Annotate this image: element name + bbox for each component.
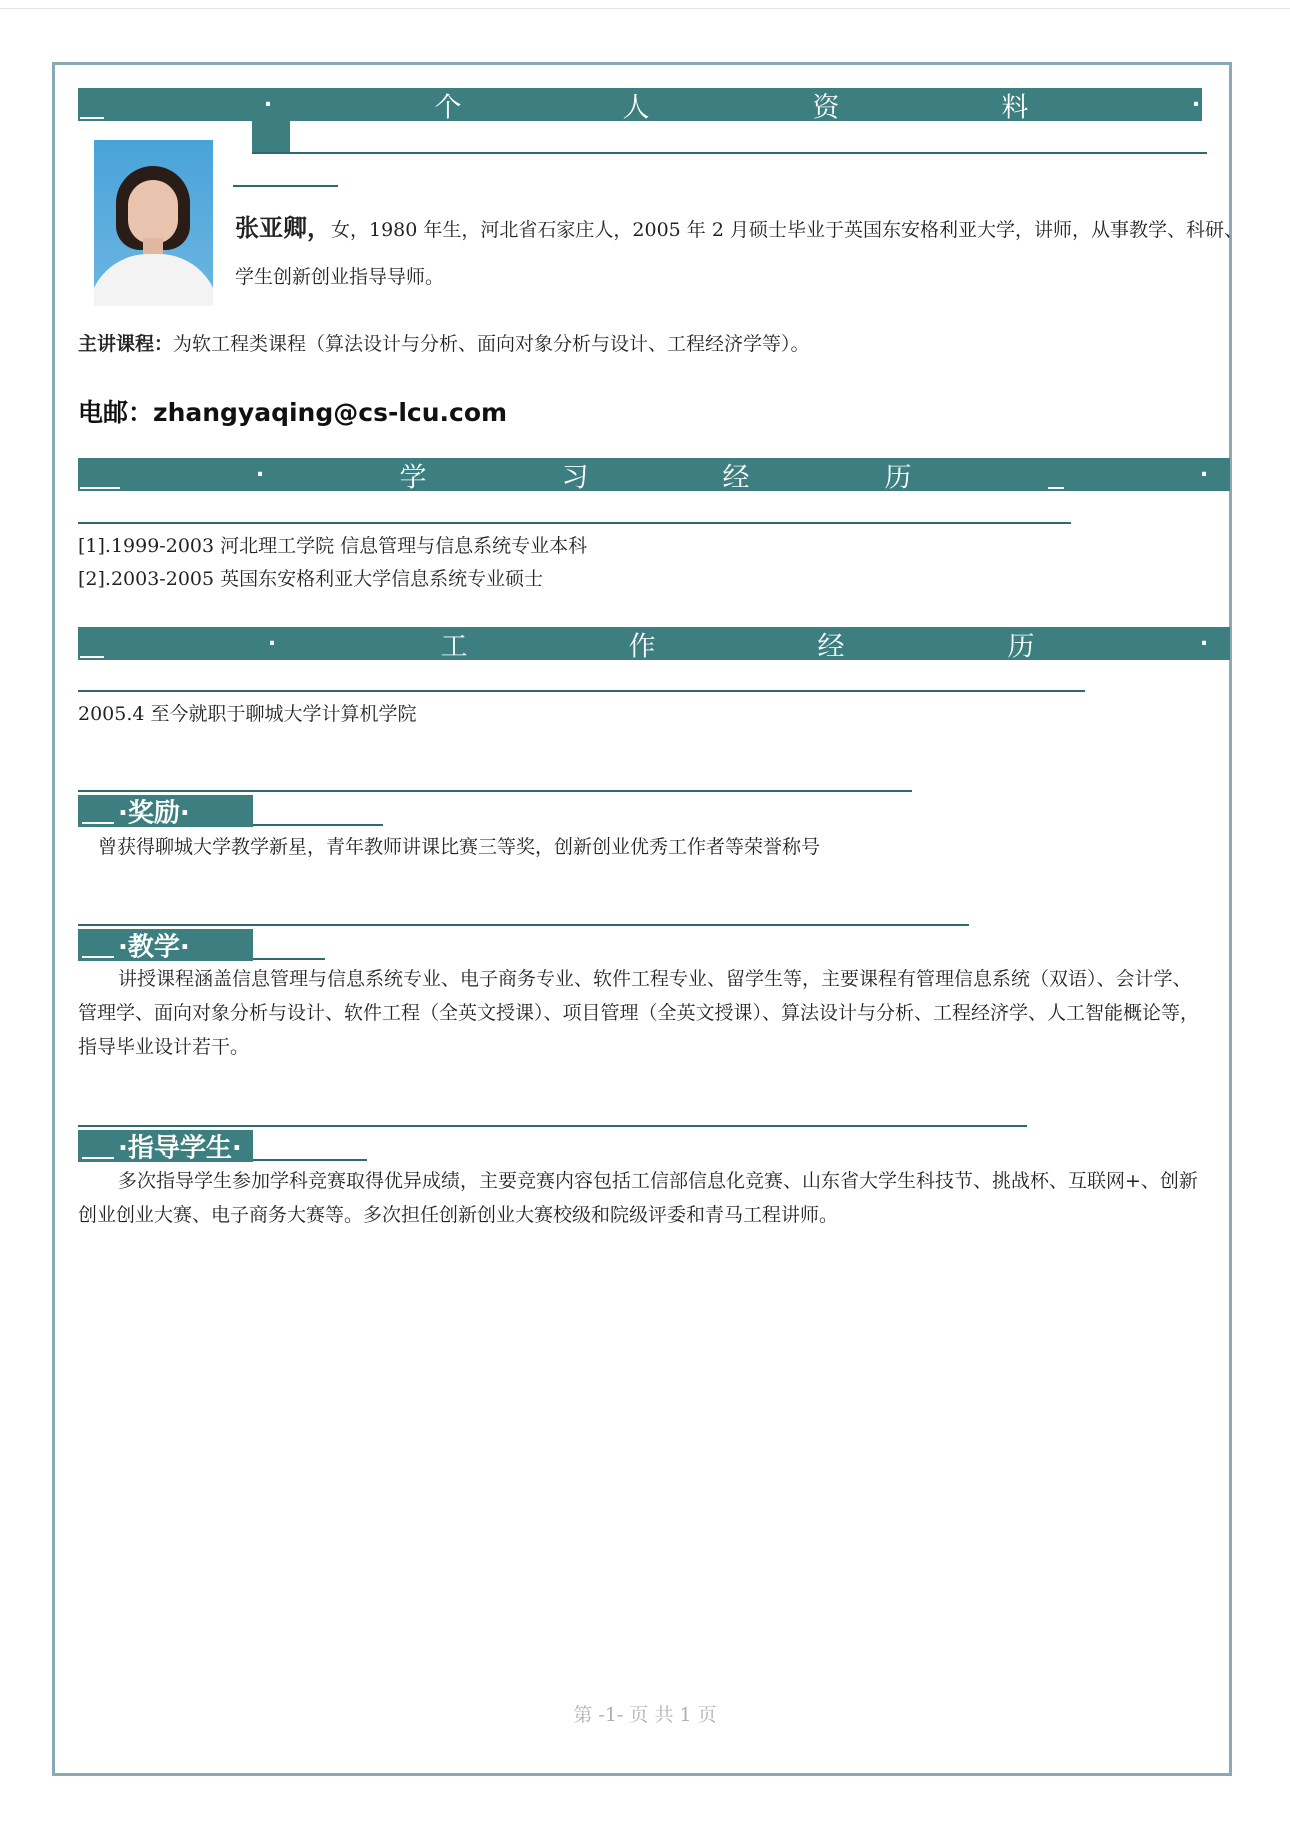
header-accent-block [252, 121, 290, 154]
header-char: 经 [817, 631, 845, 662]
work-item: 2005.4 至今就职于聊城大学计算机学院 [78, 703, 417, 725]
teaching-paragraph [78, 962, 1213, 1064]
header-char: 工 [440, 631, 468, 662]
email-address[interactable]: zhangyaqing@cs-lcu.com [153, 398, 508, 427]
header-underscore [80, 117, 104, 119]
header-char: 经 [722, 462, 750, 493]
teaching-line: 管理学、面向对象分析与设计、软件工程（全英文授课）、项目管理（全英文授课）、算法设计与分析、工程经济学、人工智能概论等， [78, 1002, 1200, 1024]
education-item: [2].2003-2005 英国东安格利亚大学信息系统专业硕士 [78, 568, 544, 590]
section-title: ·奖励· [118, 798, 190, 829]
section-tab-teaching [78, 929, 253, 961]
intro-text: 女，1980 年生，河北省石家庄人，2005 年 2 月硕士毕业于英国东安格利亚大学，讲师，从事教学、科研、 [331, 219, 1243, 241]
section-rule [78, 790, 912, 792]
header-char: 历 [884, 462, 912, 493]
tab-underscore [82, 822, 114, 824]
section-rule [253, 1159, 367, 1161]
profile-photo [94, 140, 213, 306]
header-char: 历 [1007, 631, 1035, 662]
header-rule [252, 152, 1207, 154]
intro-line-1 [235, 208, 1243, 243]
students-line: 创业创业大赛、电子商务大赛等。多次担任创新创业大赛校级和院级评委和青马工程讲师。 [78, 1204, 839, 1226]
students-paragraph [78, 1164, 1213, 1232]
header-char: 个 [434, 92, 462, 123]
teaching-line: 指导毕业设计若干。 [78, 1036, 250, 1058]
courses-line [78, 329, 810, 356]
tab-underscore [82, 1157, 114, 1159]
section-title: ·教学· [118, 932, 190, 963]
photo-face [128, 180, 178, 244]
header-dot: · [1191, 92, 1201, 117]
students-line: 多次指导学生参加学科竞赛取得优异成绩，主要竞赛内容包括工信部信息化竞赛、山东省大学生科技节、挑战杯、互联网+、创新 [118, 1170, 1198, 1192]
header-char: 学 [399, 462, 427, 493]
header-dot: · [1199, 631, 1209, 656]
section-tab-students [78, 1130, 253, 1162]
teaching-line: 讲授课程涵盖信息管理与信息系统专业、电子商务专业、软件工程专业、留学生等，主要课程有管理信息系统（双语）、会计学、 [118, 968, 1192, 990]
tab-underscore [82, 956, 114, 958]
person-name: 张亚卿， [235, 214, 331, 242]
courses-label: 主讲课程： [78, 333, 174, 355]
section-rule [78, 924, 969, 926]
header-char: 料 [1001, 92, 1029, 123]
section-rule [253, 958, 325, 960]
page-frame [52, 62, 1232, 1776]
header-char: 人 [622, 92, 650, 123]
intro-line-2: 学生创新创业指导导师。 [235, 266, 445, 288]
header-underscore [80, 656, 104, 658]
header-dot: · [255, 462, 265, 487]
courses-text: 为软工程类课程（算法设计与分析、面向对象分析与设计、工程经济学等）。 [173, 333, 810, 355]
photo-shirt [94, 254, 213, 306]
header-char: 习 [561, 462, 589, 493]
section-header-work [78, 627, 1230, 660]
header-dot: · [267, 631, 277, 656]
header-dot: · [1199, 462, 1209, 487]
section-rule [253, 824, 383, 826]
section-header-education [78, 458, 1230, 491]
header-char: 作 [628, 631, 656, 662]
section-header-profile [78, 88, 1202, 121]
education-item: [1].1999-2003 河北理工学院 信息管理与信息系统专业本科 [78, 535, 588, 557]
header-rule [78, 690, 1085, 692]
top-rule [0, 8, 1290, 9]
section-title: ·指导学生· [118, 1133, 242, 1164]
awards-text: 曾获得聊城大学教学新星，青年教师讲课比赛三等奖，创新创业优秀工作者等荣誉称号 [98, 836, 821, 858]
email-label: 电邮： [78, 398, 154, 427]
header-char: 资 [812, 92, 840, 123]
header-underscore [1048, 487, 1064, 489]
header-rule [233, 185, 338, 187]
section-tab-awards [78, 795, 253, 827]
header-dot: · [263, 92, 273, 117]
header-rule [78, 522, 1071, 524]
header-underscore [80, 487, 120, 489]
email-line [78, 393, 507, 429]
page-footer: 第 -1- 页 共 1 页 [573, 1704, 717, 1726]
